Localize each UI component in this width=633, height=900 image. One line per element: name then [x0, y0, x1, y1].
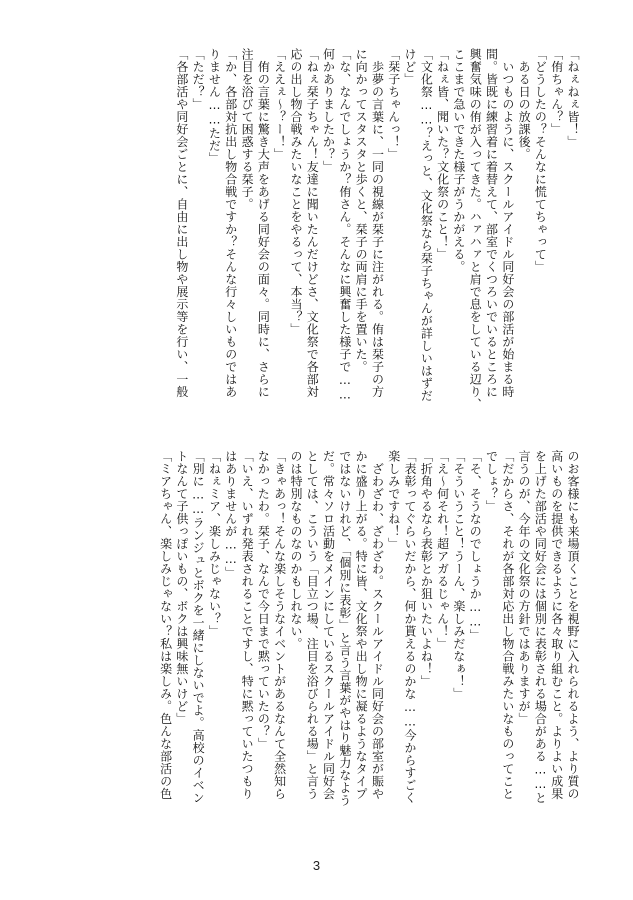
text-line: ここまで急いできた様子がうかがえる。 — [451, 48, 466, 273]
text-line: 間。皆既に練習着に着替えて、部室でくつろいでいるところに — [484, 48, 499, 398]
text-line: 「ねぇねぇ皆！」 — [566, 48, 580, 148]
text-line: 「別に……ランジュとボクを一緒にしないでよ。高校のイベン — [191, 450, 206, 804]
text-line: 高いものを提供できるように各々取り組むこと。よりよい成果 — [549, 450, 564, 800]
text-block-lower — [51, 450, 581, 842]
text-line: 「か、各部対抗出し物合戦ですか？そんな行々しいものではあ — [223, 48, 238, 398]
text-line: ある日の放課後。 — [517, 48, 532, 161]
text-line: 「え〜何それ！超アガるじゃん！」 — [435, 450, 450, 650]
text-line: いつものように、スクールアイドル同好会の部活が始まる時 — [500, 48, 515, 398]
text-line: 注目を浴びて困惑する栞子。 — [240, 48, 255, 211]
text-line: 興奮気味の侑が入ってきた。ハァハァと肩で息をしている辺り、 — [468, 48, 483, 411]
text-line: 侑の言葉に驚き大声をあげる同好会の面々。同時に、さらに — [256, 48, 271, 398]
text-line: 「文化祭……？えっと、文化祭なら栞子ちゃんが詳しいはずだ — [419, 48, 434, 402]
text-line: 「ねぇミア、楽しみじゃない？」 — [207, 450, 222, 638]
text-line: 「ねぇ皆、聞いた？文化祭のこと！」 — [435, 48, 450, 261]
text-line: 「表彰ってぐらいだから、何か貰えるのかな……今からすごく — [403, 450, 418, 804]
text-line: 「ええぇ〜？ー！」 — [272, 48, 287, 161]
text-line: 言うのが、今年の文化祭の方針ではありますが」 — [517, 450, 532, 725]
text-line: を上げた部活や同好会には個別に表彰される場合がある……と — [533, 450, 548, 804]
text-line: はありませんが……」 — [223, 450, 238, 579]
text-line: に向かってスタスタと歩くと、栞子の両肩に手を置いた。 — [354, 48, 369, 373]
text-line: 「な、なんでしょうか？侑さん。そんなに興奮した様子で…… — [337, 48, 352, 402]
text-line: ざわざわ、ざわざわ。スクールアイドル同好会の部室が賑や — [370, 450, 385, 800]
text-line: トなんて子供っぽいもの、ボクは興味無いけど」 — [174, 450, 189, 725]
text-line: 「ただ？」 — [191, 48, 206, 111]
text-line: のお客様にも来場頂くことを視野に入れられるよう、より質の — [566, 450, 580, 800]
text-line: 「そういうこと！うーん、楽しみだなぁ！」 — [451, 450, 466, 700]
text-line: 楽しみですね！」 — [386, 450, 401, 550]
text-line: 「きゃあっ！そんな楽しそうなイベントがあるなんて全然知ら — [272, 450, 287, 800]
text-line: 「いえ、いずれ発表されることですし、特に黙っていたつもり — [240, 450, 255, 800]
text-line: としては、こういう「目立つ場、注目を浴びられる場」と言う — [305, 450, 320, 800]
text-line: けど」 — [403, 48, 418, 86]
text-line: だ。常々ソロ活動をメインにしているスクールアイドル同好会 — [321, 450, 336, 800]
text-line: 「ねぇ栞子ちゃん！友達に聞いたんだけどさ、文化祭で各部対 — [305, 48, 320, 398]
text-line: かに盛り上がる。特に皆、文化祭や出し物に凝るようなタイプ — [354, 450, 369, 800]
text-line: 「ミアちゃん、楽しみじゃない？私は楽しみ。色んな部活の色 — [158, 450, 173, 800]
text-line: のは特別なものなのかもしれない。 — [288, 450, 303, 650]
text-line: 応の出し物合戦みたいなことをやるって、本当？」 — [288, 48, 303, 336]
text-line: ではないけれど、「個別に表彰」と言う言葉がやはり魅力なよう — [337, 450, 352, 807]
text-line: でしょ？」 — [484, 450, 499, 513]
text-line: 「侑ちゃん？」 — [549, 48, 564, 136]
text-line: 「栞子ちゃんっ！」 — [386, 48, 401, 161]
text-line: なかったわ。栞子、なんで今日まで黙っていたの？」 — [256, 450, 271, 750]
text-line: 「そ、そうなのでしょうか……」 — [468, 450, 483, 642]
text-line: 何かありましたか？」 — [321, 48, 336, 173]
text-line: りません……ただ」 — [207, 48, 222, 165]
text-line: 歩夢の言葉に、一同の視線が栞子に注がれる。侑は栞子の方 — [370, 48, 385, 398]
text-line: 「各部活や同好会ごとに、自由に出し物や展示等を行い、一般 — [174, 48, 189, 398]
text-line: 「どうしたの？そんなに慌てちゃって」 — [533, 48, 548, 273]
page-number: 3 — [312, 858, 321, 873]
text-block-upper — [51, 48, 581, 428]
text-line: 「だからさ、それが各部対応出し物合戦みたいなものってこと — [500, 450, 515, 800]
text-line: 「折角やるなら表彰とか狙いたいよね！」 — [419, 450, 434, 688]
